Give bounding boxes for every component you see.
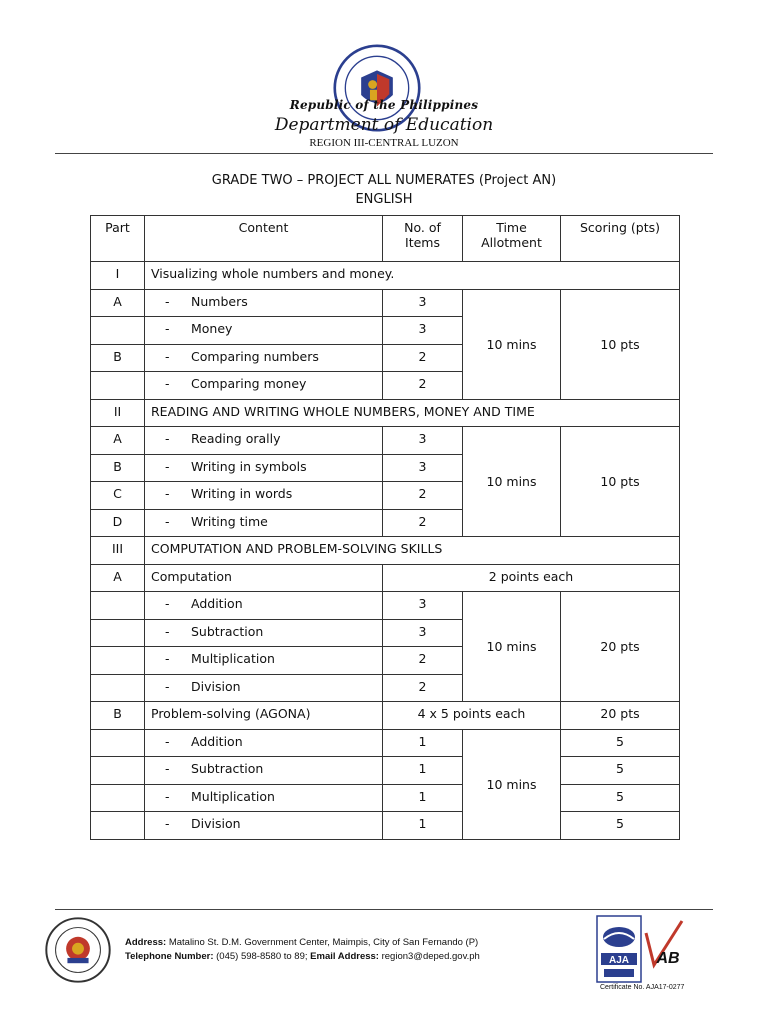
time-allotment: 10 mins (463, 592, 561, 702)
row-content-text: Multiplication (191, 651, 275, 666)
row-score: 5 (561, 729, 680, 757)
row-content (145, 482, 383, 510)
bullet-dash: - (165, 348, 170, 364)
row-part (91, 592, 145, 620)
bullet-dash: - (165, 376, 170, 391)
bullet-dash: - (165, 761, 170, 776)
bullet-dash: - (165, 623, 170, 639)
subsection-part: B (91, 702, 145, 730)
assessment-table (90, 215, 680, 840)
row-part (91, 674, 145, 702)
footer-contact (125, 936, 480, 964)
subsection-title: Computation (145, 564, 383, 592)
subsection-row (91, 702, 680, 730)
email-label: Email Address: (310, 951, 379, 962)
row-content-text: Comparing numbers (191, 348, 319, 364)
table-row (91, 427, 680, 455)
bullet-dash: - (165, 733, 170, 749)
document-subtitle: ENGLISH (355, 192, 413, 207)
row-content-text: Addition (191, 733, 243, 749)
subsection-note: 2 points each (383, 564, 680, 592)
subsection-title: Problem-solving (AGONA) (145, 702, 383, 730)
row-score: 5 (561, 784, 680, 812)
row-content (145, 454, 383, 482)
row-part (91, 647, 145, 675)
row-content (145, 784, 383, 812)
bullet-dash: - (165, 293, 170, 309)
table-row (91, 757, 680, 785)
header-items: No. of Items (383, 216, 463, 262)
row-items: 2 (383, 509, 463, 537)
row-content-text: Addition (191, 596, 243, 611)
time-allotment: 10 mins (463, 289, 561, 399)
row-content (145, 757, 383, 785)
bullet-dash: - (165, 651, 170, 666)
row-content-text: Subtraction (191, 623, 264, 639)
subsection-row (91, 564, 680, 592)
republic-heading: Republic of the Philippines (289, 98, 479, 112)
phone-text: (045) 598-8580 to 89; (216, 951, 308, 962)
bullet-dash: - (165, 816, 170, 831)
header-time: Time Allotment (463, 216, 561, 262)
row-content (145, 812, 383, 840)
table-row (91, 784, 680, 812)
row-part (91, 317, 145, 345)
row-items: 1 (383, 812, 463, 840)
row-content-text: Writing in words (191, 486, 293, 501)
row-content-text: Writing time (191, 513, 268, 529)
certification-logo (596, 915, 688, 985)
row-items: 2 (383, 482, 463, 510)
row-score: 5 (561, 757, 680, 785)
row-items: 3 (383, 619, 463, 647)
section-title: READING AND WRITING WHOLE NUMBERS, MONEY AND TIME (145, 399, 680, 427)
row-part (91, 729, 145, 757)
bullet-dash: - (165, 431, 170, 446)
row-items: 1 (383, 757, 463, 785)
section-part: I (91, 262, 145, 290)
footer-address-line (125, 936, 480, 950)
row-content-text: Numbers (191, 293, 248, 309)
bullet-dash: - (165, 678, 170, 694)
row-part: B (91, 344, 145, 372)
row-content-text: Comparing money (191, 376, 307, 391)
header-scoring: Scoring (pts) (561, 216, 680, 262)
row-content (145, 509, 383, 537)
section-row (91, 262, 680, 290)
header-content: Content (145, 216, 383, 262)
bullet-dash: - (165, 486, 170, 501)
bullet-dash: - (165, 321, 170, 336)
subsection-part: A (91, 564, 145, 592)
phone-label: Telephone Number: (125, 951, 214, 962)
header-part: Part (91, 216, 145, 262)
region-heading: REGION III-CENTRAL LUZON (309, 137, 459, 149)
row-items: 3 (383, 454, 463, 482)
row-content (145, 647, 383, 675)
bullet-dash: - (165, 458, 170, 474)
row-content-text: Division (191, 816, 241, 831)
row-content (145, 372, 383, 400)
certificate-number: Certificate No. AJA17-0277 (600, 984, 685, 991)
section-row (91, 399, 680, 427)
section-part: III (91, 537, 145, 565)
row-items: 3 (383, 289, 463, 317)
department-heading: Department of Education (274, 115, 494, 135)
subsection-note: 4 x 5 points each (383, 702, 561, 730)
row-part (91, 372, 145, 400)
row-items: 1 (383, 784, 463, 812)
row-items: 2 (383, 647, 463, 675)
row-content-text: Writing in symbols (191, 458, 307, 474)
footer-divider (55, 909, 713, 910)
row-content (145, 344, 383, 372)
row-content-text: Reading orally (191, 431, 281, 446)
subsection-score: 20 pts (561, 702, 680, 730)
row-items: 3 (383, 317, 463, 345)
section-title: Visualizing whole numbers and money. (145, 262, 680, 290)
scoring: 10 pts (561, 427, 680, 537)
row-items: 2 (383, 344, 463, 372)
row-items: 2 (383, 372, 463, 400)
section-row (91, 537, 680, 565)
header-divider (55, 153, 713, 154)
row-part: D (91, 509, 145, 537)
row-part: A (91, 289, 145, 317)
table-row (91, 729, 680, 757)
row-part (91, 757, 145, 785)
time-allotment: 10 mins (463, 427, 561, 537)
row-content (145, 289, 383, 317)
cert-logo-left-text: AJA (608, 955, 630, 966)
bullet-dash: - (165, 513, 170, 529)
row-content (145, 619, 383, 647)
table-row (91, 289, 680, 317)
row-content (145, 427, 383, 455)
row-score: 5 (561, 812, 680, 840)
row-content (145, 674, 383, 702)
scoring: 20 pts (561, 592, 680, 702)
table-row (91, 592, 680, 620)
bullet-dash: - (165, 788, 170, 804)
row-items: 3 (383, 592, 463, 620)
deped-footer-seal-logo (45, 917, 111, 983)
footer-phone-line (125, 950, 480, 964)
scoring: 10 pts (561, 289, 680, 399)
row-items: 2 (383, 674, 463, 702)
row-part: A (91, 427, 145, 455)
cert-logo-right-text: AB (656, 950, 680, 967)
row-part: B (91, 454, 145, 482)
row-content (145, 317, 383, 345)
row-content (145, 729, 383, 757)
row-items: 3 (383, 427, 463, 455)
section-part: II (91, 399, 145, 427)
table-row (91, 812, 680, 840)
row-content-text: Division (191, 678, 241, 694)
row-content (145, 592, 383, 620)
time-allotment: 10 mins (463, 729, 561, 839)
table-header-row (91, 216, 680, 262)
row-part (91, 812, 145, 840)
row-content-text: Money (191, 321, 233, 336)
section-title: COMPUTATION AND PROBLEM-SOLVING SKILLS (145, 537, 680, 565)
email-text: region3@deped.gov.ph (381, 951, 480, 962)
row-part (91, 784, 145, 812)
address-label: Address: (125, 937, 167, 948)
row-content-text: Multiplication (191, 788, 275, 804)
address-text: Matalino St. D.M. Government Center, Maimpis, City of San Fernando (P) (168, 937, 479, 948)
row-part: C (91, 482, 145, 510)
bullet-dash: - (165, 596, 170, 611)
row-items: 1 (383, 729, 463, 757)
row-part (91, 619, 145, 647)
row-content-text: Subtraction (191, 761, 264, 776)
document-title: GRADE TWO – PROJECT ALL NUMERATES (Project AN) (211, 173, 557, 188)
